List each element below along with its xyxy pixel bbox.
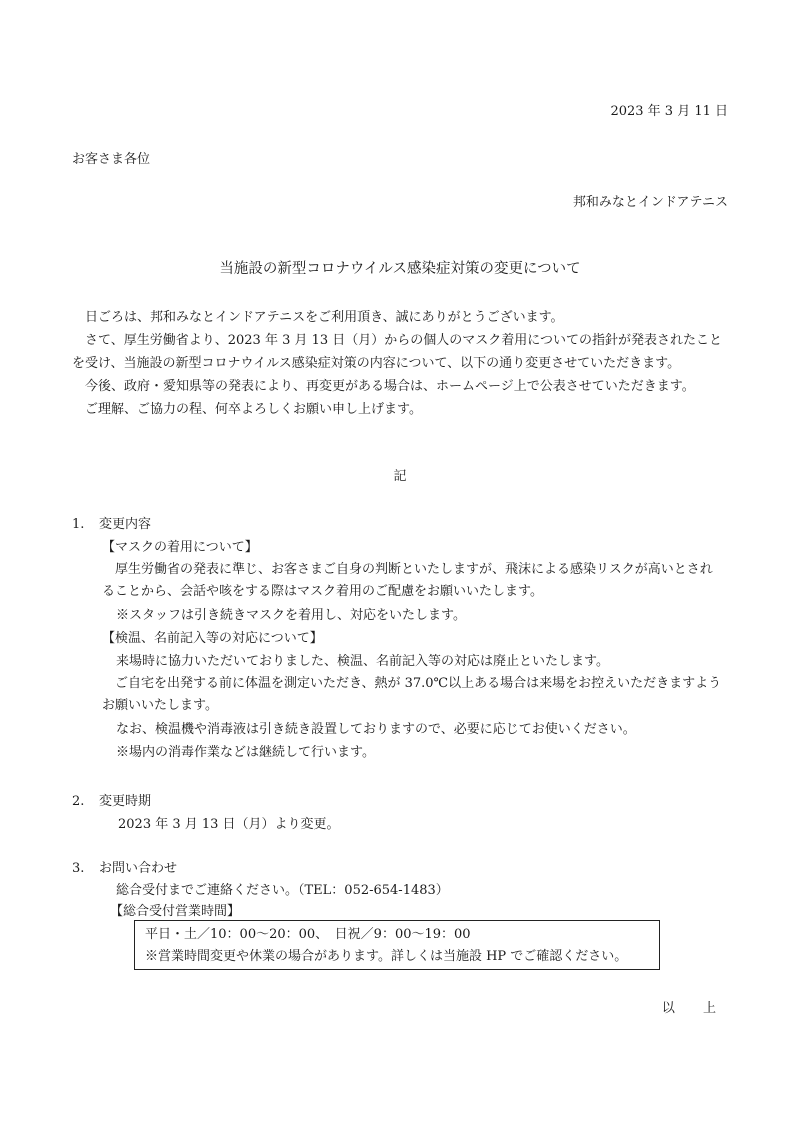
temp-line-1: 来場時に協力いただいておりました、検温、名前記入等の対応は廃止といたします。	[116, 654, 609, 669]
intro-paragraph-3: 今後、政府・愛知県等の発表により、再変更がある場合は、ホームページ上で公表させていただきます。	[85, 379, 695, 394]
sender-name: 邦和みなとインドアテニス	[572, 195, 728, 210]
temp-heading: 【検温、名前記入等の対応について】	[102, 631, 323, 646]
section-2-body: 2023 年 3 月 13 日（月）より変更。	[118, 817, 340, 832]
section-2-number: 2.	[72, 794, 85, 809]
intro-paragraph-2: さて、厚生労働省より、2023 年 3 月 13 日（月）からの個人のマスク着用についての指針が発表されたことを受け、当施設の新型コロナウイルス感染症対策の内容について、以下の通り変更させていただきます。	[72, 333, 723, 371]
addressee: お客さま各位	[72, 152, 151, 167]
mask-heading: 【マスクの着用について】	[102, 540, 258, 555]
hours-note: ※営業時間変更や休業の場合があります。詳しくは当施設 HP でご確認ください。	[145, 949, 628, 964]
hours-heading: 【総合受付営業時間】	[110, 904, 241, 919]
temp-line-3: なお、検温機や消毒液は引き続き設置しておりますので、必要に応じてお使いください。	[116, 722, 636, 737]
mask-note: ※スタッフは引き続きマスクを着用し、対応をいたします。	[116, 608, 466, 623]
hours-box	[134, 920, 660, 970]
mask-body: 厚生労働省の発表に準じ、お客さまご自身の判断といたしますが、飛沫による感染リスクが高いとされることから、会話や咳をする際はマスク着用のご配慮をお願いいたします。	[102, 562, 713, 599]
section-3-number: 3.	[72, 861, 85, 876]
document-date: 2023 年 3 月 11 日	[610, 104, 728, 119]
document-title: 当施設の新型コロナウイルス感染症対策の変更について	[219, 261, 581, 277]
intro-paragraph-1: 日ごろは、邦和みなとインドアテニスをご利用頂き、誠にありがとうございます。	[85, 310, 564, 325]
ki-marker: 記	[393, 469, 407, 484]
temp-line-2: ご自宅を出発する前に体温を測定いただき、熱が 37.0℃以上ある場合は来場をお控えいただきますようお願いいたします。	[102, 676, 722, 713]
closing-ijo: 以 上	[661, 1001, 728, 1016]
hours-line: 平日・土／10：00～20：00、 日祝／9：00～19：00	[145, 927, 471, 942]
section-1-number: 1.	[72, 517, 85, 532]
temp-note: ※場内の消毒作業などは継続して行います。	[116, 745, 375, 760]
intro-paragraph-4: ご理解、ご協力の程、何卒よろしくお願い申し上げます。	[85, 402, 422, 417]
contact-line: 総合受付までご連絡ください。（TEL：052-654-1483）	[116, 883, 449, 898]
section-2-heading: 変更時期	[99, 794, 152, 809]
section-3-heading: お問い合わせ	[99, 861, 178, 876]
intro-paragraphs	[72, 306, 730, 421]
section-1-heading: 変更内容	[99, 517, 152, 532]
